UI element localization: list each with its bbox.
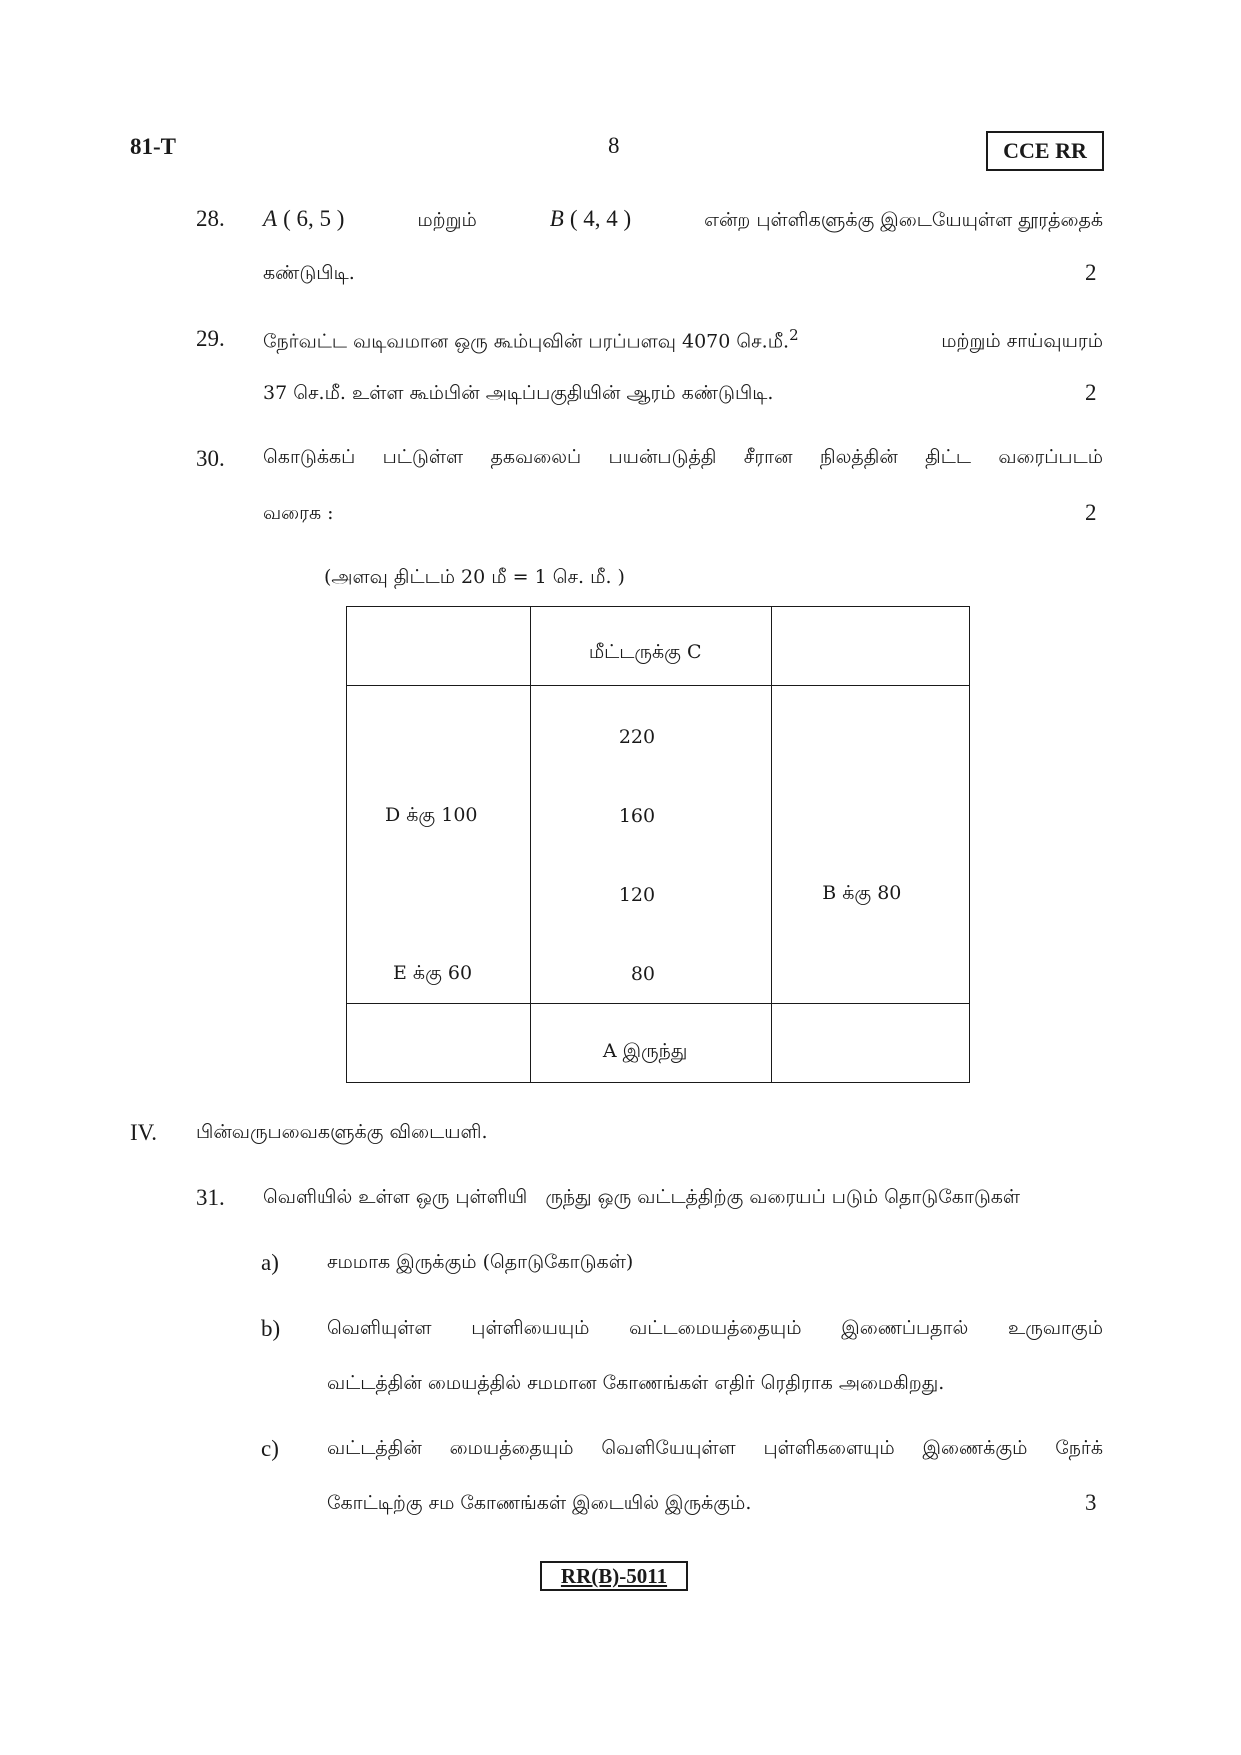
question-number-29: 29. [196, 326, 225, 351]
right-offset-b: B க்கு 80 [822, 882, 902, 904]
question-28-marks: 2 [1085, 260, 1097, 285]
paper-code: 81-T [130, 134, 176, 159]
question-30-line-2: வரைக : [263, 502, 334, 524]
table-cell [530, 686, 771, 1004]
option-label-c: c) [261, 1436, 279, 1461]
question-31-marks: 3 [1085, 1490, 1097, 1515]
table-cell [347, 1004, 531, 1083]
series-box: CCE RR [986, 131, 1104, 171]
footer-code: RR(B)-5011 [560, 1564, 668, 1588]
point-a-label: A [263, 206, 278, 231]
option-b-line-2: வட்டத்தின் மையத்தில் சமமான கோணங்கள் எதிர் ரெதிராக அமைகிறது. [327, 1372, 945, 1394]
chainage-value: 120 [618, 884, 656, 906]
question-28-line-2: கண்டுபிடி. [263, 262, 355, 284]
table-cell [347, 607, 531, 686]
question-31-stem: வெளியில் உள்ள ஒரு புள்ளியி ருந்து ஒரு வட்டத்திற்கு வரையப் படும் தொடுகோடுகள் [263, 1186, 1021, 1208]
squared-superscript: 2 [789, 326, 799, 344]
question-29-line-1-rest: மற்றும் சாய்வுயரம் [941, 330, 1103, 353]
section-number: IV. [130, 1120, 158, 1145]
question-28-line-1 [263, 206, 1103, 234]
and-word: மற்றும் [417, 209, 477, 231]
option-b-line-1-wrap [327, 1317, 1103, 1342]
field-book-table [346, 606, 970, 1083]
point-a-coords: ( 6, 5 ) [283, 206, 345, 231]
option-b-line-1: வெளியுள்ள புள்ளியையும் வட்டமையத்தையும் இணைப்பதால் உருவாகும் [327, 1317, 1103, 1339]
question-29-area-text: நேர்வட்ட வடிவமான ஒரு கூம்புவின் பரப்பளவு 4070 செ.மீ. [263, 330, 790, 353]
table-cell [530, 1004, 771, 1083]
question-30-marks: 2 [1085, 500, 1097, 525]
bottom-station-label: A இருந்து [602, 1040, 688, 1062]
table-cell [347, 686, 531, 1004]
table-cell [772, 607, 970, 686]
question-29-line-2: 37 செ.மீ. உள்ள கூம்பின் அடிப்பகுதியின் ஆரம் கண்டுபிடி. [263, 382, 774, 404]
question-number-28: 28. [196, 206, 225, 231]
left-offset-e: E க்கு 60 [393, 962, 473, 984]
question-29-line-1 [263, 326, 1103, 355]
table-cell [772, 1004, 970, 1083]
footer-code-box [540, 1561, 688, 1591]
option-c-line-1: வட்டத்தின் மையத்தையும் வெளியேயுள்ள புள்ளிகளையும் இணைக்கும் நேர்க் [327, 1437, 1103, 1459]
top-station-label: மீட்டருக்கு C [588, 641, 702, 663]
question-30-line-1-wrap [263, 446, 1103, 471]
question-29-marks: 2 [1085, 380, 1097, 405]
option-c-line-2: கோட்டிற்கு சம கோணங்கள் இடையில் இருக்கும். [327, 1492, 752, 1514]
scale-note: (அளவு திட்டம் 20 மீ = 1 செ. மீ. ) [324, 566, 625, 588]
table-row [347, 686, 970, 1004]
page-number: 8 [608, 133, 620, 158]
option-label-a: a) [261, 1250, 279, 1275]
question-number-31: 31. [196, 1185, 225, 1210]
section-instruction: பின்வருபவைகளுக்கு விடையளி. [196, 1121, 488, 1143]
option-c-line-1-wrap [327, 1437, 1103, 1462]
point-b-label: B [549, 206, 564, 231]
table-row [347, 607, 970, 686]
chainage-value: 160 [618, 805, 656, 827]
option-a-text: சமமாக இருக்கும் (தொடுகோடுகள்) [327, 1251, 634, 1273]
question-30-line-1: கொடுக்கப் பட்டுள்ள தகவலைப் பயன்படுத்தி சீரான நிலத்தின் திட்ட வரைப்படம் [263, 446, 1103, 468]
table-cell [772, 686, 970, 1004]
question-number-30: 30. [196, 446, 225, 471]
table-row [347, 1004, 970, 1083]
option-label-b: b) [261, 1316, 281, 1341]
chainage-value: 220 [618, 726, 656, 748]
table-cell [530, 607, 771, 686]
left-offset-d: D க்கு 100 [385, 804, 478, 826]
question-28-line-1-rest: என்ற புள்ளிகளுக்கு இடையேயுள்ள தூரத்தைக் [704, 209, 1103, 231]
point-b-coords: ( 4, 4 ) [569, 206, 632, 231]
chainage-value: 80 [630, 963, 655, 985]
